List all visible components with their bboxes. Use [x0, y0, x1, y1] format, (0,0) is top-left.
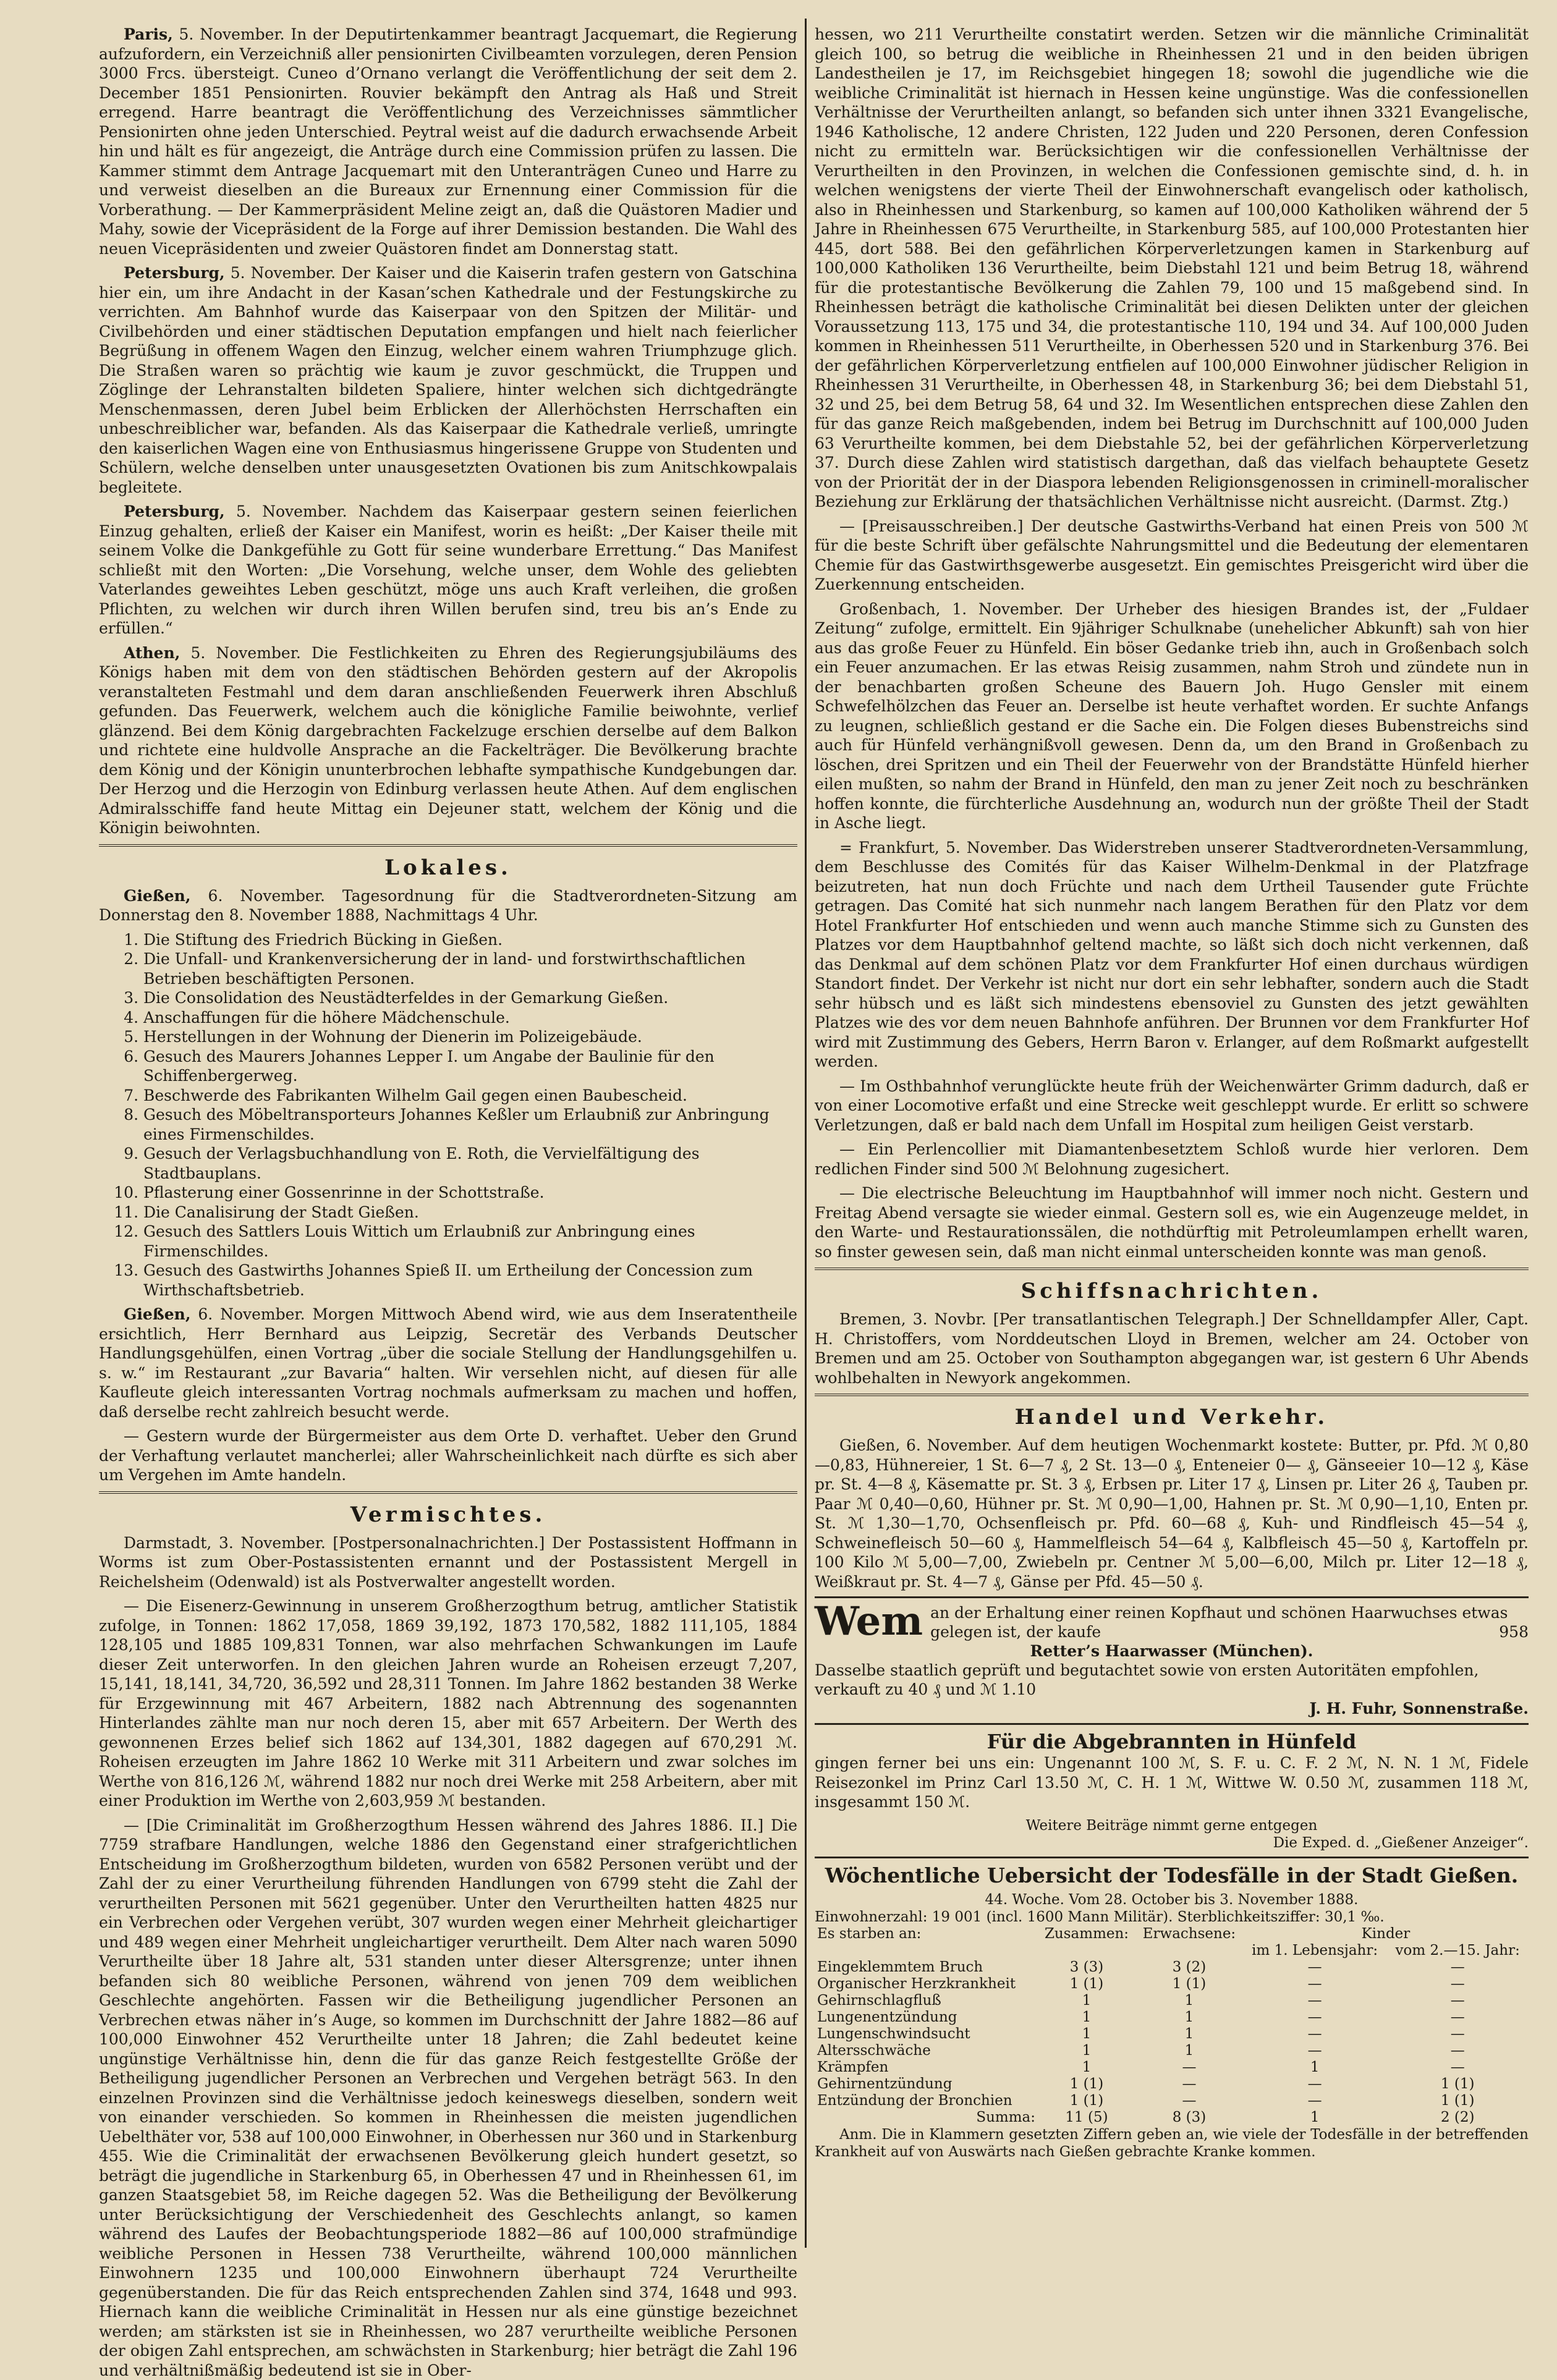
- agenda-item: 12. Gesuch des Sattlers Louis Wittich um Erlaubniß zur Anbringung eines Firmenschildes.: [143, 1222, 797, 1261]
- section-rule: [815, 1268, 1529, 1270]
- cell-total: 1: [1038, 2026, 1135, 2043]
- handel-text: Gießen, 6. November. Auf dem heutigen Wochenmarkt kostete: Butter, pr. Pfd. ℳ 0,80—0,83, Hühnereier, 1 St. 6—7 ₰, 2 St. 13—0 ₰, Enteneier 0— ₰, Gänseeier 10—12 ₰, Käse pr. St. 4—8 ₰, Käsematte pr. St. 3 ₰, Erbsen pr. Liter 17 ₰, Linsen pr. Liter 26 ₰, Tauben pr. Paar ℳ 0,40—0,60, Hühner pr. St. ℳ 0,90—1,00, Hahnen pr. St. ℳ 0,90—1,10, Enten pr. St. ℳ 1,30—1,70, Ochsenfleisch pr. Pfd. 60—68 ₰, Kuh- und Rindfleisch 45—54 ₰, Schweinefleisch 50—60 ₰, Hammelfleisch 54—64 ₰, Kalbfleisch 45—50 ₰, Kartoffeln pr. 100 Kilo ℳ 5,00—7,00, Zwiebeln pr. Centner ℳ 5,00—6,00, Milch pr. Liter 12—18 ₰, Weißkraut pr. St. 4—7 ₰, Gänse per Pfd. 45—50 ₰.: [815, 1436, 1529, 1591]
- ad-rule: [815, 1723, 1529, 1725]
- news-text: 5. November. Die Festlichkeiten zu Ehren des Regierungsjubiläums des Königs haben mit dem von den städtischen Behörden gestern auf der Akropolis veranstalteten Festmahl und dem daran anschließenden Feuerwerk ihren Abschluß gefunden. Das Feuerwerk, welchem auch die königliche Familie beiwohnte, verlief glänzend. Bei dem König dargebrachten Fackelzuge erschien derselbe auf dem Balkon und richtete eine huldvolle Ansprache an die Fackelträger. Die Bevölkerung brachte dem König und der Königin ununterbrochen lebhafte sympathische Kundgebungen dar. Der Herzog und die Herzogin von Edinburg verlassen heute Athen. Auf dem englischen Admiralsschiffe fand heute Mittag ein Dejeuner statt, welchem der König und die Königin beiwohnten.: [99, 644, 797, 837]
- vermischtes-heading: Vermischtes.: [99, 1502, 797, 1527]
- sum-first: 1: [1243, 2109, 1387, 2126]
- table-row: [815, 2043, 1529, 2059]
- news-petersburg-2: [99, 502, 797, 638]
- dateline: Gießen,: [124, 887, 191, 905]
- section-rule: [99, 1491, 797, 1494]
- agenda-item: 8. Gesuch des Möbeltransporteurs Johannes Keßler um Erlaubniß zur Anbringung eines Firmenschildes.: [143, 1105, 797, 1144]
- right-column: [815, 25, 1529, 2242]
- cell-adults: 1 (1): [1135, 1976, 1243, 1993]
- cell-second: 1 (1): [1386, 2076, 1529, 2093]
- news-text: 5. November. Nachdem das Kaiserpaar gestern seinen feierlichen Einzug gehalten, erließ der Kaiser ein Manifest, worin es heißt: „Der Kaiser theile mit seinem Volke die Dankgefühle zu Gott für seine wunderbare Errettung.“ Das Manifest schließt mit den Worten: „Die Vorsehung, welche unser, dem Wohle des geliebten Vaterlandes geweihtes Leben geschützt, möge uns auch Kraft verleihen, die großen Pflichten, zu welchen wir durch ihren Willen berufen sind, treu bis an’s Ende zu erfüllen.“: [99, 502, 797, 637]
- agenda-item: 9. Gesuch der Verlagsbuchhandlung von E. Roth, die Vervielfältigung des Stadtbauplans.: [143, 1144, 797, 1183]
- news-grossenbach: Großenbach, 1. November. Der Urheber des hiesigen Brandes ist, der „Fuldaer Zeitung“ zufolge, ermittelt. Ein 9jähriger Schulknabe (unehelicher Abkunft) sah von hier aus das große Feuer zu Hünfeld. Ein böser Gedanke trieb ihn, auch in Großenbach solch ein Feuer anzumachen. Er las etwas Reisig zusammen, nahm Stroh und zündete nun in der benachbarten großen Scheune des Bauern Joh. Hugo Gensler mit einem Schwefelhölzchen das Feuer an. Derselbe ist heute verhaftet worden. Er suchte Anfangs zu leugnen, schließlich gestand er die Sache ein. Die Folgen dieses Bubenstreichs sind auch für Hünfeld verhängnißvoll gewesen. Denn da, um den Brand in Großenbach zu löschen, drei Spritzen und ein Theil der Feuerwehr von der Brandstätte Hünfeld hierher eilen mußten, so nahm der Brand in Hünfeld, den man zu jener Zeit noch zu beschränken hoffen konnte, die fürchterliche Ausdehnung an, wodurch nun der größte Theil der Stadt in Asche liegt.: [815, 599, 1529, 833]
- ad-brand-sign: Die Exped. d. „Gießener Anzeiger“.: [815, 1834, 1529, 1852]
- lokales-intro-text: 6. November. Tagesordnung für die Stadtverordneten-Sitzung am Donnerstag den 8. November 1888, Nachmittags 4 Uhr.: [99, 887, 797, 925]
- header-adults: Erwachsene:: [1135, 1926, 1243, 1942]
- header-total: Zusammen:: [1038, 1926, 1135, 1942]
- crime-continuation: hessen, wo 211 Verurtheilte constatirt werden. Setzen wir die männliche Criminalität gleich 100, so betrug die weibliche in Rheinhessen 21 und in den beiden übrigen Landestheilen je 17, im Reichsgebiet hingegen 18; sowohl die jugendliche wie die weibliche Criminalität ist hiernach in Hessen keine ungünstige. Was die confessionellen Verhältnisse der Verurtheilten anlangt, so befanden sich unter ihnen 3321 Evangelische, 1946 Katholische, 12 andere Christen, 122 Juden und 220 Personen, deren Confession nicht zu ermitteln war. Berücksichtigen wir die confessionellen Verhältnisse der Verurtheilten in den Provinzen, in welchen die Confessionen gemischte sind, d. h. in welchen wenigstens der vierte Theil der Einwohnerschaft evangelisch oder katholisch, also in Rheinhessen und Starkenburg, so kamen auf 100,000 Katholiken während der 5 Jahre in Rheinhessen 675 Verurtheilte, in Starkenburg 585, auf 100,000 Protestanten hier 445, dort 588. Bei den gefährlichen Körperverletzungen kamen in Starkenburg auf 100,000 Katholiken 136 Verurtheilte, beim Diebstahl 121 und beim Betrug 18, während für die protestantische Bevölkerung die Zahlen 79, 100 und 15 maßgebend sind. In Rheinhessen beträgt die katholische Criminalität bei diesen Delikten unter der gleichen Voraussetzung 113, 175 und 34, die protestantische 110, 194 und 34. Auf 100,000 Juden kommen in Rheinhessen 511 Verurtheilte, in Oberhessen 520 und in Starkenburg 376. Bei der gefährlichen Körperverletzung entfielen auf 100,000 Einwohner jüdischer Religion in Rheinhessen 31 Verurtheilte, in Oberhessen 48, in Starkenburg 36; bei dem Diebstahl 51, 32 und 25, bei dem Betrug 58, 64 und 32. Im Wesentlichen entsprechen diese Zahlen den für das ganze Reich maßgebenden, indem bei Betrug im Durchschnitt auf 100,000 Juden 63 Verurtheilte kommen, bei dem Diebstahle 52, bei der gefährlichen Körperverletzung 37. Durch diese Zahlen wird statistisch dargethan, daß das vielfach behauptete Gesetz von der Priorität der in der Diaspora lebenden Religionsgenossen in criminell-moralischer Beziehung zur Erklärung der thatsächlichen Verhältnisse nicht ausreicht. (Darmst. Ztg.): [815, 25, 1529, 512]
- lokales-para-text: 6. November. Morgen Mittwoch Abend wird, wie aus dem Inseratentheile ersichtlich, Herr Bernhard aus Leipzig, Secretär des Verbands Deutscher Handlungsgehülfen, einen Vortrag „über die sociale Stellung der Handlungsgehilfen u. s. w.“ im Restaurant „zur Bavaria“ halten. Wir versehlen nicht, auf diesen für alle Kaufleute gleich interessanten Vortrag nochmals aufmerksam zu machen und hoffen, daß derselbe recht zahlreich besucht werde.: [99, 1305, 797, 1421]
- column-divider: [805, 19, 807, 2248]
- ad-body: Dasselbe staatlich geprüft und begutachtet sowie von ersten Autoritäten empfohlen, verkauft zu 40 ₰ und ℳ 1.10: [815, 1661, 1529, 1699]
- news-perlencollier: — Ein Perlencollier mit Diamantenbesetztem Schloß wurde hier verloren. Dem redlichen Finder sind 500 ℳ Belohnung zugesichert.: [815, 1140, 1529, 1179]
- table-row: [815, 2076, 1529, 2093]
- agenda-list: [99, 930, 797, 1300]
- ad-brand-text: gingen ferner bei uns ein: Ungenannt 100 ℳ, S. F. u. C. F. 2 ℳ, N. N. 1 ℳ, Fidele Reisezonkel im Prinz Carl 13.50 ℳ, C. H. 1 ℳ, Wittwe W. 0.50 ℳ, zusammen 118 ℳ, insgesammt 150 ℳ.: [815, 1753, 1529, 1812]
- agenda-item: 11. Die Canalisirung der Stadt Gießen.: [143, 1203, 797, 1222]
- ad-haarwasser: [815, 1603, 1529, 1718]
- agenda-item: 7. Beschwerde des Fabrikanten Wilhelm Gail gegen einen Baubescheid.: [143, 1086, 797, 1106]
- lokales-para-2: [99, 1305, 797, 1421]
- news-beleuchtung: — Die electrische Beleuchtung im Hauptbahnhof will immer noch nicht. Gestern und Freitag Abend versagte sie wieder einmal. Gestern soll es, wie ein Augenzeuge meldet, in den Warte- und Restaurationssälen, die nothdürftig mit Petroleumlampen erhellt waren, so finster gewesen sein, daß man nicht einmal unterscheiden konnte was man genoß.: [815, 1184, 1529, 1261]
- cell-first: —: [1243, 2009, 1387, 2026]
- header-second: vom 2.—15. Jahr:: [1386, 1942, 1529, 1959]
- agenda-item: 3. Die Consolidation des Neustädterfeldes in der Gemarkung Gießen.: [143, 988, 797, 1008]
- cell-second: —: [1386, 2026, 1529, 2043]
- table-row: [815, 2009, 1529, 2026]
- mortality-heading: Wöchentliche Uebersicht der Todesfälle in der Stadt Gießen.: [815, 1863, 1529, 1887]
- vermischtes-p3: — [Die Criminalität im Großherzogthum Hessen während des Jahres 1886. II.] Die 7759 strafbare Handlungen, welche 1886 den Gegenstand einer strafgerichtlichen Entscheidung im Großherzogthum bildeten, wurden von 6582 Personen verübt und der Zahl der zu einer Verurtheilung führenden Handlungen von 6799 steht die Zahl der verurtheilten Personen mit 5621 gegenüber. Unter den Verurtheilten hatten 4825 nur ein Verbrechen oder Vergehen verübt, 307 wurden wegen einer Mehrheit gleichartiger und 489 wegen einer Mehrheit ungleichartiger verurtheilt. Dem Alter nach waren 5090 Verurtheilte über 18 Jahre alt, 531 standen unter dieser Altersgrenze; unter ihnen befanden sich 80 weibliche Personen, während von jenen 709 dem weiblichen Geschlechte angehörten. Fassen wir die Betheiligung jugendlicher Personen an Verbrechen etwas näher in’s Auge, so kommen im Durchschnitt der Jahre 1882—86 auf 100,000 Einwohner 452 Verurtheilte unter 18 Jahren; die Zahl bedeutet keine ungünstige Verhältnisse hin, denn die für das ganze Reich festgestellte Größe der Betheiligung jugendlicher Personen an Verbrechen und Vergehen beträgt 563. In den einzelnen Provinzen sind die Verhältnisse jedoch keineswegs dieselben, sondern weit von einander verschieden. So kommen in Rheinhessen die meisten jugendlichen Uebelthäter vor, 538 auf 100,000 Einwohner, in Oberhessen nur 360 und in Starkenburg 455. Wie die Criminalität der erwachsenen Bevölkerung gleich hundert gesetzt, so beträgt die jugendliche in Starkenburg 65, in Oberhessen 47 und in Rheinhessen 61, im ganzen Staatsgebiet 58, im Reiche dagegen 52. Was die Betheiligung der Bevölkerung unter Berücksichtigung der Verschiedenheit des Geschlechts anlangt, so kamen während des Laufes der Beobachtungsperiode 1882—86 auf 100,000 strafmündige weibliche Personen in Hessen 738 Verurtheilte, während 100,000 männlichen Einwohnern 1235 und 100,000 Einwohnern überhaupt 724 Verurtheilte gegenüberstanden. Die für das Reich entsprechenden Zahlen sind 374, 1648 und 993. Hiernach kann die weibliche Criminalität in Hessen nur als eine günstige bezeichnet werden; am stärksten ist sie in Rheinhessen, wo 287 verurtheilte weibliche Personen der obigen Zahl entsprechen, am schwächsten in Starkenburg; hier beträgt die Zahl 196 und verhältnißmäßig bedeutend ist sie in Ober-: [99, 1816, 797, 2380]
- mortality-report: [815, 1863, 1529, 2161]
- cell-adults: —: [1135, 2076, 1243, 2093]
- cell-total: 1: [1038, 2043, 1135, 2059]
- agenda-item: 13. Gesuch des Gastwirths Johannes Spieß II. um Ertheilung der Concession zum Wirthschaftsbetrieb.: [143, 1261, 797, 1300]
- ad-rule: [815, 1857, 1529, 1858]
- agenda-item: 5. Herstellungen in der Wohnung der Dienerin im Polizeigebäude.: [143, 1027, 797, 1047]
- cell-first: —: [1243, 2026, 1387, 2043]
- cell-first: —: [1243, 2043, 1387, 2059]
- cell-cause: Altersschwäche: [815, 2043, 1038, 2059]
- cell-cause: Lungenentzündung: [815, 2009, 1038, 2026]
- cell-total: 1 (1): [1038, 2076, 1135, 2093]
- cell-total: 1: [1038, 2009, 1135, 2026]
- agenda-item: 6. Gesuch des Maurers Johannes Lepper I. um Angabe der Baulinie für den Schiffenbergerweg.: [143, 1047, 797, 1086]
- agenda-item: 2. Die Unfall- und Krankenversicherung der in land- und forstwirthschaftlichen Betrieben beschäftigten Personen.: [143, 949, 797, 988]
- agenda-item: 10. Pflasterung einer Gossenrinne in der Schottstraße.: [143, 1183, 797, 1203]
- cell-first: —: [1243, 1993, 1387, 2009]
- table-sum-row: [815, 2109, 1529, 2126]
- cell-second: —: [1386, 2043, 1529, 2059]
- news-athen: [99, 643, 797, 838]
- sum-total: 11 (5): [1038, 2109, 1135, 2126]
- cell-total: 1: [1038, 2059, 1135, 2076]
- handel-heading: Handel und Verkehr.: [815, 1405, 1529, 1429]
- cell-total: 1: [1038, 1993, 1135, 2009]
- cell-cause: Organischer Herzkrankheit: [815, 1976, 1038, 1993]
- table-row: [815, 2026, 1529, 2043]
- lokales-intro: [99, 886, 797, 925]
- left-column: [99, 25, 797, 2242]
- table-row: [815, 2059, 1529, 2076]
- cell-second: —: [1386, 1959, 1529, 1976]
- section-rule: [815, 1394, 1529, 1396]
- cell-first: —: [1243, 2093, 1387, 2109]
- cell-adults: 1: [1135, 2009, 1243, 2026]
- news-text: 5. November. Der Kaiser und die Kaiserin trafen gestern von Gatschina hier ein, um ihre Andacht in der Kasan’schen Kathedrale und der Festungskirche zu verrichten. Am Bahnhof wurde das Kaiserpaar von den Spitzen der Militär- und Civilbehörden und einer städtischen Deputation empfangen und hielt nach feierlicher Begrüßung in offenem Wagen den Einzug, welcher einem wahren Triumphzuge glich. Die Straßen waren so prächtig wie kaum je zuvor geschmückt, die Truppen und Zöglinge der Lehranstalten bildeten Spaliere, hinter welchen sich dichtgedrängte Menschenmassen, deren Jubel beim Erblicken der Allerhöchsten Herrschaften ein unbeschreiblicher war, befanden. Als das Kaiserpaar die Kathedrale verließ, umringte den kaiserlichen Wagen eine von Enthusiasmus hingerissene Gruppe von Studenten und Schülern, welche denselben unter unausgesetzten Ovationen bis zum Anitschkowpalais begleitete.: [99, 264, 797, 496]
- table-row: [815, 1976, 1529, 1993]
- news-petersburg-1: [99, 263, 797, 497]
- cell-first: 1: [1243, 2059, 1387, 2076]
- cell-first: —: [1243, 2076, 1387, 2093]
- dateline: Athen,: [124, 644, 180, 662]
- cell-second: —: [1386, 2009, 1529, 2026]
- agenda-item: 4. Anschaffungen für die höhere Mädchenschule.: [143, 1008, 797, 1028]
- cell-adults: 1: [1135, 2026, 1243, 2043]
- mortality-week: 44. Woche. Vom 28. October bis 3. November 1888.: [815, 1891, 1529, 1908]
- dateline: Paris,: [124, 25, 173, 43]
- ad-number: 958: [1499, 1622, 1529, 1641]
- cell-cause: Krämpfen: [815, 2059, 1038, 2076]
- ad-brand-heading: Für die Abgebrannten in Hünfeld: [815, 1730, 1529, 1753]
- cell-adults: —: [1135, 2093, 1243, 2109]
- cell-cause: Gehirnschlagfluß: [815, 1993, 1038, 2009]
- news-frankfurt: = Frankfurt, 5. November. Das Widerstreben unserer Stadtverordneten-Versammlung, dem Beschlusse des Comités für das Kaiser Wilhelm-Denkmal in der Platzfrage beizutreten, hat nun doch Früchte und nach dem Urtheil Tausender gute Früchte getragen. Das Comité hat sich nunmehr nach langem Berathen für den Platz vor dem Hotel Frankfurter Hof entschieden und wenn auch manche Stimme sich zu Gunsten des Platzes vor dem Hauptbahnhof geltend machte, so läßt sich doch nicht verkennen, daß das Denkmal auf dem schönen Platz vor dem Frankfurter Hof einen durchaus würdigen Standort findet. Der Verkehr ist nicht nur dort ein sehr lebhafter, sondern auch die Stadt sehr hübsch und es läßt sich mindestens ebensoviel zu Gunsten des jetzt gewählten Platzes wie des vor dem neuen Bahnhofe anführen. Der Brunnen vor dem Frankfurter Hof wird mit Zustimmung des Gebers, Herrn Baron v. Erlanger, auf dem Roßmarkt aufgestellt werden.: [815, 838, 1529, 1072]
- table-header-row: [815, 1942, 1529, 1959]
- lokales-heading: Lokales.: [99, 855, 797, 880]
- news-text: 5. November. In der Deputirtenkammer beantragt Jacquemart, die Regierung aufzufordern, ein Verzeichniß aller pensionirten Civilbeamten vorzulegen, deren Pension 3000 Frcs. übersteigt. Cuneo d’Ornano verlangt die Veröffentlichung der seit dem 2. December 1851 Pensionirten. Rouvier bekämpft den Antrag als Haß und Streit erregend. Harre beantragt die Veröffentlichung des Verzeichnisses sämmtlicher Pensionirten ohne jeden Unterschied. Peytral weist auf die dadurch erwachsende Arbeit hin und hält es für angezeigt, die Anträge durch eine Commission prüfen zu lassen. Die Kammer stimmt dem Antrage Jacquemart mit den Unteranträgen Cuneo und Harre zu und verweist dieselben an die Bureaux zur Ernennung einer Commission für die Vorberathung. — Der Kammerpräsident Meline zeigt an, daß die Quästoren Madier und Mahy, sowie der Vicepräsident de la Forge auf ihrer Demission bestanden. Die Wahl des neuen Vicepräsidenten und zweier Quästoren findet am Donnerstag statt.: [99, 25, 797, 258]
- ad-brand-more: Weitere Beiträge nimmt gerne entgegen: [815, 1817, 1529, 1834]
- cell-first: —: [1243, 1959, 1387, 1976]
- cell-first: —: [1243, 1976, 1387, 1993]
- schiff-heading: Schiffsnachrichten.: [815, 1279, 1529, 1303]
- cell-total: 3 (3): [1038, 1959, 1135, 1976]
- preisausschreiben: — [Preisausschreiben.] Der deutsche Gastwirths-Verband hat einen Preis von 500 ℳ für die beste Schrift über gefälschte Nahrungsmittel und die Bedeutung der elementaren Chemie für das Gastwirthsgewerbe ausgesetzt. Ein gemischtes Preisgericht wird über die Zuerkennung entscheiden.: [815, 517, 1529, 595]
- cell-cause: Lungenschwindsucht: [815, 2026, 1038, 2043]
- cell-cause: Eingeklemmtem Bruch: [815, 1959, 1038, 1976]
- table-row: [815, 1959, 1529, 1976]
- dateline: Petersburg,: [124, 502, 225, 520]
- cell-cause: Entzündung der Bronchien: [815, 2093, 1038, 2109]
- table-row: [815, 2093, 1529, 2109]
- schiff-text: Bremen, 3. Novbr. [Per transatlantischen Telegraph.] Der Schnelldampfer Aller, Capt. H. Christoffers, vom Norddeutschen Lloyd in Bremen, welcher am 24. October von Bremen und am 25. October von Southampton abgegangen war, ist gestern 6 Uhr Abends wohlbehalten in Newyork angekommen.: [815, 1310, 1529, 1387]
- cell-total: 1 (1): [1038, 2093, 1135, 2109]
- cell-cause: Gehirnentzündung: [815, 2076, 1038, 2093]
- sum-second: 2 (2): [1386, 2109, 1529, 2126]
- cell-adults: 1: [1135, 2043, 1243, 2059]
- mortality-population: Einwohnerzahl: 19 001 (incl. 1600 Mann Militär). Sterblichkeitsziffer: 30,1 ‰.: [815, 1908, 1529, 1926]
- ad-seller: J. H. Fuhr, Sonnenstraße.: [815, 1699, 1529, 1718]
- vermischtes-p2: — Die Eisenerz-Gewinnung in unserem Großherzogthum betrug, amtlicher Statistik zufolge, in Tonnen: 1862 17,058, 1869 39,192, 1873 170,582, 1882 111,105, 1884 128,105 und 1885 109,831 Tonnen, war also mehrfachen Schwankungen im Laufe dieser Zeit unterworfen. In den gleichen Jahren wurde an Roheisen erzeugt 7,207, 15,141, 18,141, 34,720, 36,592 und 28,311 Tonnen. Im Jahre 1862 bestanden 38 Werke für Erzgewinnung mit 467 Arbeitern, 1882 nach Abtrennung des sogenannten Hinterlandes zählte man nur noch deren 15, aber mit 657 Arbeitern. Der Werth des gewonnenen Erzes belief sich 1862 auf 134,301, 1882 dagegen auf 670,291 ℳ. Roheisen erzeugten im Jahre 1862 10 Werke mit 311 Arbeitern und zwar solches im Werthe von 816,126 ℳ, während 1882 nur noch drei Werke mit 258 Arbeitern, aber mit einer Produktion im Werthe von 2,603,959 ℳ bestanden.: [99, 1596, 797, 1811]
- mortality-note: Anm. Die in Klammern gesetzten Ziffern geben an, wie viele der Todesfälle in der betreffenden Krankheit auf von Auswärts nach Gießen gebrachte Kranke kommen.: [815, 2126, 1529, 2161]
- vermischtes-p1: Darmstadt, 3. November. [Postpersonalnachrichten.] Der Postassistent Hoffmann in Worms ist zum Ober-Postassistenten ernannt und der Postassistent Mergell in Reichelsheim (Odenwald) ist als Postverwalter angestellt worden.: [99, 1533, 797, 1592]
- ad-wem-line: an der Erhaltung einer reinen Kopfhaut und schönen Haarwuchses etwas gelegen ist, der kaufe: [930, 1604, 1508, 1641]
- sum-adults: 8 (3): [1135, 2109, 1243, 2126]
- cell-total: 1 (1): [1038, 1976, 1135, 1993]
- cell-adults: —: [1135, 2059, 1243, 2076]
- ad-abgebrannte: [815, 1730, 1529, 1852]
- agenda-item: 1. Die Stiftung des Friedrich Bücking in Gießen.: [143, 930, 797, 950]
- dateline: Gießen,: [124, 1305, 191, 1323]
- header-kinder: Kinder: [1243, 1926, 1529, 1942]
- table-row: [815, 1993, 1529, 2009]
- lokales-para-3: — Gestern wurde der Bürgermeister aus dem Orte D. verhaftet. Ueber den Grund der Verhaftung verlautet mancherlei; aller Wahrscheinlichkeit nach dürfte es sich aber um Vergehen im Amte handeln.: [99, 1426, 797, 1485]
- cell-second: —: [1386, 1993, 1529, 2009]
- cell-adults: 3 (2): [1135, 1959, 1243, 1976]
- table-header-row: [815, 1926, 1529, 1942]
- ad-wem-big: Wem: [815, 1603, 923, 1640]
- dateline: Petersburg,: [124, 264, 225, 282]
- cell-second: 1 (1): [1386, 2093, 1529, 2109]
- section-rule: [99, 844, 797, 847]
- ad-product: Retter’s Haarwasser (München).: [815, 1641, 1529, 1661]
- news-ostbahnhof: — Im Osthbahnhof verunglückte heute früh der Weichenwärter Grimm dadurch, daß er von einer Locomotive erfaßt und eine Strecke weit geschleppt wurde. Er erlitt so schwere Verletzungen, daß er bald nach dem Unfall im Hospital zum heiligen Geist verstarb.: [815, 1077, 1529, 1135]
- cell-adults: 1: [1135, 1993, 1243, 2009]
- header-first-year: im 1. Lebensjahr:: [1243, 1942, 1387, 1959]
- news-paris: [99, 25, 797, 258]
- cell-second: —: [1386, 2059, 1529, 2076]
- mortality-table: [815, 1926, 1529, 2126]
- header-cause: Es starben an:: [815, 1926, 1038, 1942]
- cell-second: —: [1386, 1976, 1529, 1993]
- sum-label: Summa:: [815, 2109, 1038, 2126]
